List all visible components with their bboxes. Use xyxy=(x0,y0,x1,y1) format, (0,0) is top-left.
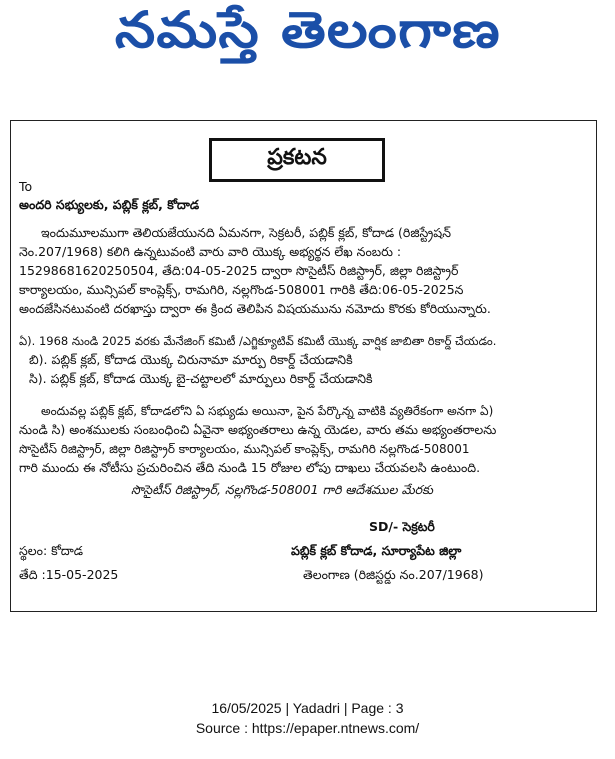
date: తేది :15-05-2025 xyxy=(19,567,119,582)
footer-source: Source : https://epaper.ntnews.com/ xyxy=(195,720,420,736)
body-line: ఇందుమూలముగా తెలియజేయునది ఏమనగా, సెక్రటరీ, పబ్లిక్ క్లబ్, కోదాడ (రిజిస్ట్రేషన్ xyxy=(41,225,451,240)
closing-line: అందువల్ల పబ్లిక్ క్లబ్, కోదాడలోని ఏ సభ్యుడు అయినా, పైన పేర్కొన్న వాటికి వ్యతిరేకంగా అనగా ఏ) xyxy=(41,404,494,418)
masthead xyxy=(0,0,615,72)
closing-line: గారి ముందు ఈ నోటీసు ప్రచురించిన తేది నుండి 15 రోజుల లోపు దాఖలు చేయవలసి ఉంటుంది. xyxy=(19,460,481,475)
closing-line: సొసైటీస్ రిజిస్ట్రార్, జిల్లా రిజిస్ట్రార్ కార్యాలయం, మున్సిపల్ కాంప్లెక్స్, రామగిరి నల్లగొండ-508001 xyxy=(19,442,470,456)
signature-reg: తెలంగాణ (రిజిస్టర్డు నం.207/1968) xyxy=(303,567,484,582)
body-line: 15298681620250504, తేది:04-05-2025 ద్వారా సొసైటీస్ రిజిస్ట్రార్, జిల్లా రిజిస్ట్రార్ xyxy=(19,263,459,278)
list-item: బి). పబ్లిక్ క్లబ్, కోదాడ యొక్క చిరునామా మార్పు రికార్డ్ చేయడానికి xyxy=(29,352,353,367)
footer-edition: 16/05/2025 | Yadadri | Page : 3 xyxy=(211,700,404,716)
signature-org: పబ్లిక్ క్లబ్ కోదాడ, సూర్యాపేట జిల్లా xyxy=(291,543,462,558)
addressee: అందరి సభ్యులకు, పబ్లిక్ క్లబ్, కోదాడ xyxy=(19,197,200,212)
closing-line: నుండి సి) అంశములకు సంబంధించి ఏవైనా అభ్యంతరాలు ఉన్న యెడల, వారు తమ అభ్యంతరాలను xyxy=(19,422,497,437)
masthead-title: నమస్తే తెలంగాణ xyxy=(114,0,501,59)
notice-heading-box xyxy=(209,138,385,182)
body-line: అందజేసినటువంటి దరఖాస్తు ద్వారా ఈ క్రింద తెలిపిన విషయమును నమోదు కొరకు కోరియున్నారు. xyxy=(19,301,491,316)
notice-heading: ప్రకటన xyxy=(267,145,327,170)
place: స్థలం: కోదాడ xyxy=(19,543,84,558)
body-line: కార్యాలయం, మున్సిపల్ కాంప్లెక్స్, రామగిరి, నల్లగొండ-508001 గారికి తేది:06-05-2025న xyxy=(19,282,464,297)
list-item: సి). పబ్లిక్ క్లబ్, కోదాడ యొక్క బై-చట్టాలలో మార్పులు రికార్డ్ చేయడానికి xyxy=(29,371,373,386)
authority-line: సొసైటీస్ రిజిస్ట్రార్, నల్లగొండ-508001 గారి ఆదేశముల మేరకు xyxy=(131,482,433,497)
list-item: ఏ). 1968 నుండి 2025 వరకు మేనేజింగ్ కమిటీ /ఎగ్జిక్యూటివ్ కమిటీ యొక్క వార్షిక జాబితా రికార్డ్ చేయడం. xyxy=(19,334,497,348)
to-label: To xyxy=(19,179,33,194)
notice-box xyxy=(10,120,597,612)
signature-sd: SD/- సెక్రటరీ xyxy=(369,519,435,534)
body-line: నెం.207/1968) కలిగి ఉన్నటువంటి వారు వారి యొక్క అభ్యర్థన లేఖ నంబరు : xyxy=(19,244,402,259)
